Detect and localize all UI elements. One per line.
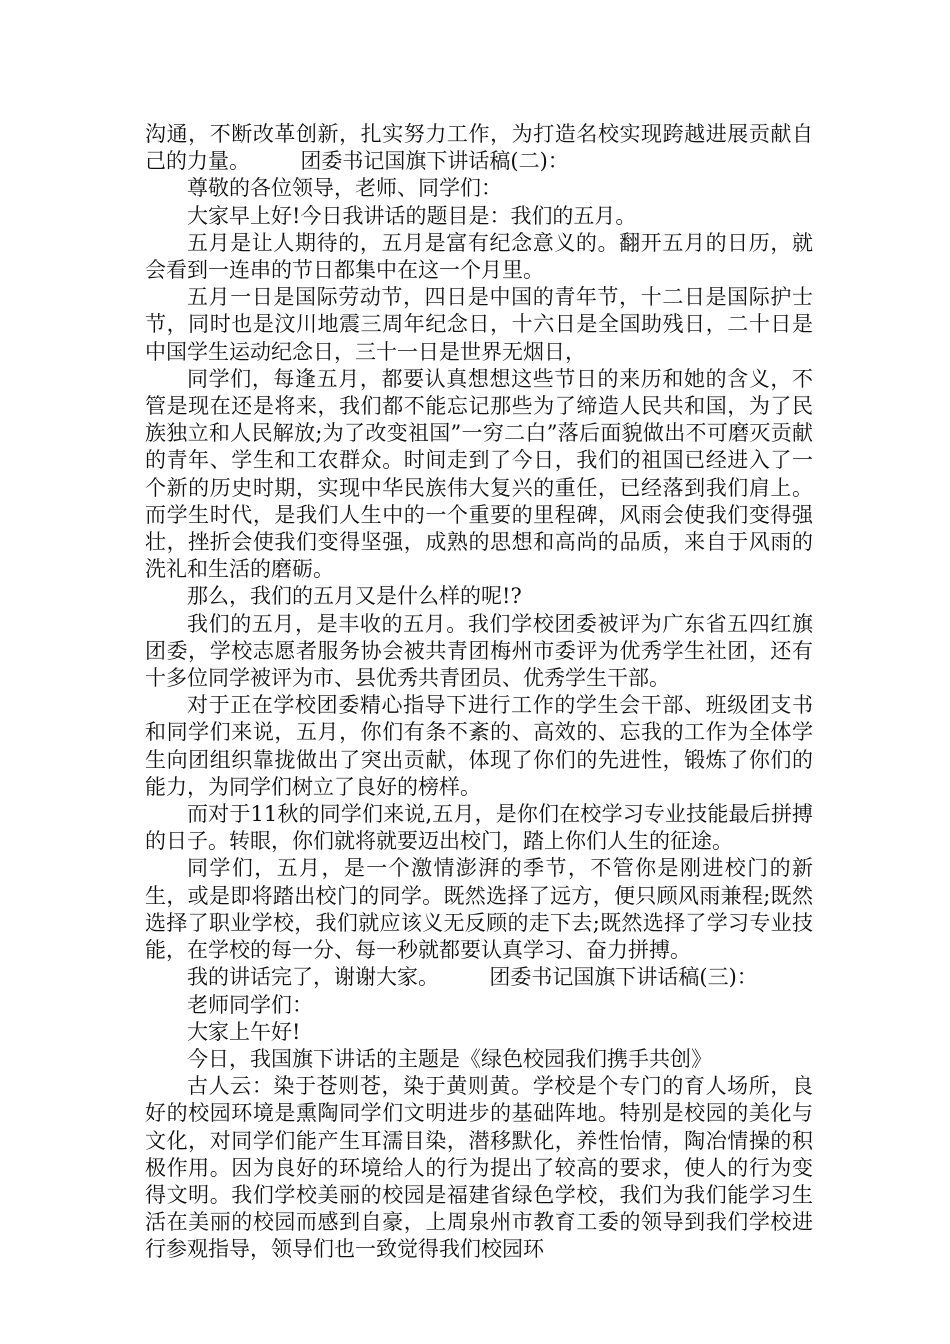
paragraph [145, 1046, 813, 1073]
section-heading-3: 团委书记国旗下讲话稿(三)： [489, 965, 758, 990]
paragraph [145, 611, 813, 693]
paragraph [145, 992, 813, 1019]
paragraph-text: 老师同学们： [187, 992, 313, 1017]
paragraph [145, 175, 813, 202]
paragraph [145, 583, 813, 610]
paragraph-text: 同学们，每逢五月，都要认真想想这些节日的来历和她的含义，不管是现在还是将来，我们都不能忘记那些为了缔造人民共和国，为了民族独立和人民解放;为了改变祖国”一穷二白”落后面貌做出不可磨灭贡献的青年、学生和工农群众。时间走到了今日，我们的祖国已经进入了一个新的历史时期，实现中华民族伟大复兴的重任，已经落到我们肩上。而学生时代，是我们人生中的一个重要的里程碑，风雨会使我们变得强壮，挫折会使我们变得坚强，成熟的思想和高尚的品质，来自于风雨的洗礼和生活的磨砺。 [145, 366, 813, 582]
paragraph-text: 五月是让人期待的，五月是富有纪念意义的。翻开五月的日历，就会看到一连串的节日都集中在这一个月里。 [145, 230, 813, 283]
paragraph-text: 尊敬的各位领导，老师、同学们： [187, 176, 502, 201]
document-body [145, 121, 813, 1264]
paragraph-text: 那么，我们的五月又是什么样的呢!? [187, 584, 522, 609]
paragraph [145, 284, 813, 366]
paragraph [145, 801, 813, 855]
paragraph [145, 1073, 813, 1263]
paragraph [145, 121, 813, 175]
paragraph-text: 对于正在学校团委精心指导下进行工作的学生会干部、班级团支书和同学们来说，五月，你们有条不紊的、高效的、忘我的工作为全体学生向团组织靠拢做出了突出贡献，体现了你们的先进性，锻炼了你们的能力，为同学们树立了良好的榜样。 [145, 693, 813, 799]
paragraph-text: 我们的五月，是丰收的五月。我们学校团委被评为广东省五四红旗团委，学校志愿者服务协会被共青团梅州市委评为优秀学生社团，还有十多位同学被评为市、县优秀共青团员、优秀学生干部。 [145, 611, 813, 691]
paragraph [145, 964, 813, 991]
paragraph [145, 855, 813, 964]
section-heading-2: 团委书记国旗下讲话稿(二)： [300, 149, 569, 174]
paragraph-text: 大家早上好!今日我讲话的题目是：我们的五月。 [187, 203, 637, 228]
paragraph [145, 366, 813, 584]
paragraph-text: 古人云：染于苍则苍，染于黄则黄。学校是个专门的育人场所，良好的校园环境是熏陶同学们文明进步的基础阵地。特别是校园的美化与文化，对同学们能产生耳濡目染，潜移默化，养性怡情，陶冶情操的积极作用。因为良好的环境给人的行为提出了较高的要求，使人的行为变得文明。我们学校美丽的校园是福建省绿色学校，我们为我们能学习生活在美丽的校园而感到自豪，上周泉州市教育工委的领导到我们学校进行参观指导，领导们也一致觉得我们校园环 [145, 1074, 813, 1262]
paragraph-text: 大家上午好! [187, 1019, 301, 1044]
paragraph-text: 今日，我国旗下讲话的主题是《绿色校园我们携手共创》 [187, 1046, 712, 1071]
paragraph [145, 203, 813, 230]
paragraph-text: 我的讲话完了，谢谢大家。 [187, 965, 439, 990]
paragraph [145, 692, 813, 801]
paragraph-text: 同学们，五月，是一个激情澎湃的季节，不管你是刚进校门的新生，或是即将踏出校门的同学。既然选择了远方，便只顾风雨兼程;既然选择了职业学校，我们就应该义无反顾的走下去;既然选择了学习专业技能，在学校的每一分、每一秒就都要认真学习、奋力拼搏。 [145, 856, 813, 963]
paragraph-text: 而对于11秋的同学们来说,五月，是你们在校学习专业技能最后拼搏的日子。转眼，你们就将就要迈出校门，踏上你们人生的征途。 [145, 802, 813, 854]
paragraph-text: 五月一日是国际劳动节，四日是中国的青年节，十二日是国际护士节，同时也是汶川地震三周年纪念日，十六日是全国助残日，二十日是中国学生运动纪念日，三十一日是世界无烟日， [145, 285, 813, 364]
paragraph [145, 230, 813, 284]
paragraph-text: 沟通，不断改革创新，扎实努力工作，为打造名校实现跨越进展贡献自己的力量。 [145, 122, 813, 174]
paragraph [145, 1019, 813, 1046]
